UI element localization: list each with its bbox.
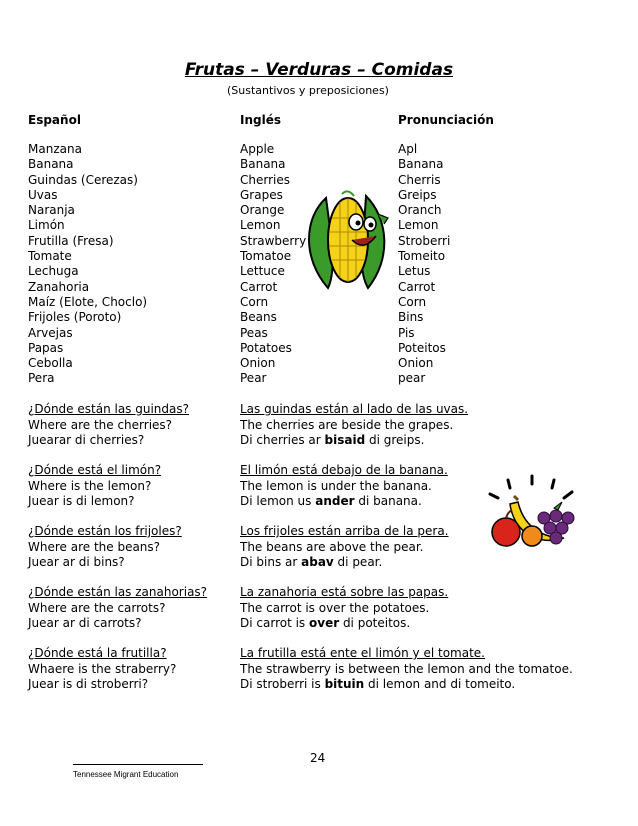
- pronunciation-word: Greips: [398, 187, 437, 202]
- question-block: [28, 463, 161, 510]
- answer-english: The strawberry is between the lemon and the tomatoe.: [240, 661, 573, 676]
- answer-spanish: La frutilla está ente el limón y el tomate.: [240, 646, 485, 660]
- english-word: Corn: [240, 294, 269, 309]
- spanish-word: Pera: [28, 371, 55, 386]
- pronunciation-word: Onion: [398, 356, 434, 371]
- pronunciation-word: Stroberri: [398, 233, 451, 248]
- english-word: Lemon: [240, 218, 281, 233]
- spanish-word: Manzana: [28, 142, 82, 156]
- english-word: Strawberry: [240, 233, 307, 248]
- question-pronunciation: Juear ar di bins?: [28, 555, 125, 569]
- pronunciation-word: Pis: [398, 325, 415, 340]
- answer-english: The beans are above the pear.: [240, 539, 424, 554]
- english-word: Pear: [240, 371, 267, 386]
- pronunciation-word: Oranch: [398, 203, 442, 218]
- footer-rule: [73, 764, 203, 765]
- header-english: Inglés: [240, 113, 281, 127]
- pronunciation-word: Banana: [398, 157, 444, 172]
- answer-spanish: Los frijoles están arriba de la pera.: [240, 524, 449, 538]
- pronunciation-word: pear: [398, 371, 426, 386]
- page-subtitle: (Sustantivos y preposiciones): [227, 84, 389, 97]
- spanish-word: Banana: [28, 157, 74, 172]
- english-word: Tomatoe: [240, 249, 292, 264]
- header-spanish: Español: [28, 113, 81, 127]
- pronunciation-word: Bins: [398, 310, 424, 325]
- answer-block: [240, 402, 468, 449]
- spanish-word: Guindas (Cerezas): [28, 172, 138, 187]
- pronunciation-text: Di stroberri is: [240, 677, 325, 691]
- answer-english: The carrot is over the potatoes.: [240, 600, 430, 615]
- spanish-word: Arvejas: [28, 325, 73, 340]
- answer-spanish: Las guindas están al lado de las uvas.: [240, 402, 469, 416]
- pronunciation-preposition: bisaid: [324, 433, 366, 447]
- pronunciation-word: Carrot: [398, 279, 436, 294]
- page-number: 24: [310, 751, 326, 765]
- english-word: Lettuce: [240, 264, 285, 279]
- pronunciation-text: di greips.: [365, 433, 425, 447]
- answer-block: [240, 524, 449, 571]
- spanish-word: Naranja: [28, 203, 75, 218]
- question-block: [28, 524, 182, 571]
- question-english: Where are the carrots?: [28, 600, 166, 615]
- question-spanish: ¿Dónde están las zanahorias?: [28, 585, 208, 599]
- pronunciation-word: Letus: [398, 264, 431, 279]
- pronunciation-text: di poteitos.: [339, 616, 411, 630]
- question-pronunciation: Juearar di cherries?: [28, 433, 145, 447]
- question-block: [28, 402, 189, 449]
- pronunciation-text: di pear.: [333, 555, 383, 569]
- spanish-word: Cebolla: [28, 356, 73, 371]
- answer-spanish: El limón está debajo de la banana.: [240, 463, 448, 477]
- english-word: Beans: [240, 310, 277, 325]
- question-pronunciation: Juear is di stroberri?: [28, 677, 149, 691]
- pronunciation-preposition: bituin: [324, 677, 365, 691]
- pronunciation-word: Poteitos: [398, 340, 446, 355]
- question-english: Where are the beans?: [28, 539, 161, 554]
- question-pronunciation: Juear is di lemon?: [28, 494, 135, 508]
- english-word: Orange: [240, 203, 285, 218]
- answer-block: [240, 646, 573, 693]
- answer-pronunciation: [240, 555, 449, 571]
- spanish-word: Frutilla (Fresa): [28, 233, 114, 248]
- pronunciation-word: Cherris: [398, 172, 441, 187]
- pronunciation-text: Di lemon us: [240, 494, 316, 508]
- spanish-word-list: [28, 142, 147, 387]
- question-english: Whaere is the straberry?: [28, 661, 177, 676]
- english-word: Cherries: [240, 172, 290, 187]
- header-pronunciation: Pronunciación: [398, 113, 494, 127]
- pronunciation-text: di lemon and di tomeito.: [364, 677, 516, 691]
- question-spanish: ¿Dónde están las guindas?: [28, 402, 189, 416]
- pronunciation-text: Di bins ar: [240, 555, 302, 569]
- answer-pronunciation: [240, 616, 448, 632]
- spanish-word: Frijoles (Poroto): [28, 310, 122, 325]
- spanish-word: Maíz (Elote, Choclo): [28, 294, 148, 309]
- page-title: Frutas – Verduras – Comidas: [184, 60, 454, 80]
- question-pronunciation: Juear ar di carrots?: [28, 616, 142, 630]
- pronunciation-text: Di carrot is: [240, 616, 309, 630]
- answer-block: [240, 585, 448, 632]
- answer-spanish: La zanahoria está sobre las papas.: [240, 585, 449, 599]
- answer-english: The cherries are beside the grapes.: [240, 417, 454, 432]
- pronunciation-text: di banana.: [354, 494, 422, 508]
- corn-character-icon: [296, 188, 396, 296]
- spanish-word: Lechuga: [28, 264, 79, 279]
- pronunciation-word: Corn: [398, 294, 427, 309]
- english-word: Potatoes: [240, 340, 292, 355]
- english-word: Peas: [240, 325, 268, 340]
- answer-pronunciation: [240, 433, 468, 449]
- pronunciation-preposition: over: [309, 616, 340, 630]
- answer-english: The lemon is under the banana.: [240, 478, 432, 493]
- english-word: Banana: [240, 157, 286, 172]
- spanish-word: Uvas: [28, 187, 58, 202]
- spanish-word: Papas: [28, 340, 64, 355]
- english-word: Grapes: [240, 187, 283, 202]
- question-block: [28, 646, 176, 693]
- pronunciation-preposition: ander: [315, 494, 355, 508]
- question-english: Where are the cherries?: [28, 417, 173, 432]
- footer-text: Tennessee Migrant Education: [73, 770, 179, 779]
- spanish-word: Zanahoria: [28, 279, 90, 294]
- pronunciation-word: Tomeito: [398, 249, 446, 264]
- question-block: [28, 585, 207, 632]
- question-spanish: ¿Dónde están los frijoles?: [28, 524, 182, 538]
- question-english: Where is the lemon?: [28, 478, 152, 493]
- question-spanish: ¿Dónde está la frutilla?: [28, 646, 167, 660]
- answer-block: [240, 463, 448, 510]
- english-word: Onion: [240, 356, 276, 371]
- pronunciation-text: Di cherries ar: [240, 433, 325, 447]
- answer-pronunciation: [240, 677, 573, 693]
- spanish-word: Tomate: [28, 249, 72, 264]
- english-word: Apple: [240, 142, 275, 156]
- pronunciation-word: Lemon: [398, 218, 439, 233]
- question-spanish: ¿Dónde está el limón?: [28, 463, 162, 477]
- fruit-bowl-icon: [484, 474, 580, 554]
- english-word: Carrot: [240, 279, 278, 294]
- answer-pronunciation: [240, 494, 448, 510]
- pronunciation-preposition: abav: [301, 555, 334, 569]
- spanish-word: Limón: [28, 218, 65, 233]
- pronunciation-word-list: [398, 142, 450, 387]
- pronunciation-word: Apl: [398, 142, 418, 156]
